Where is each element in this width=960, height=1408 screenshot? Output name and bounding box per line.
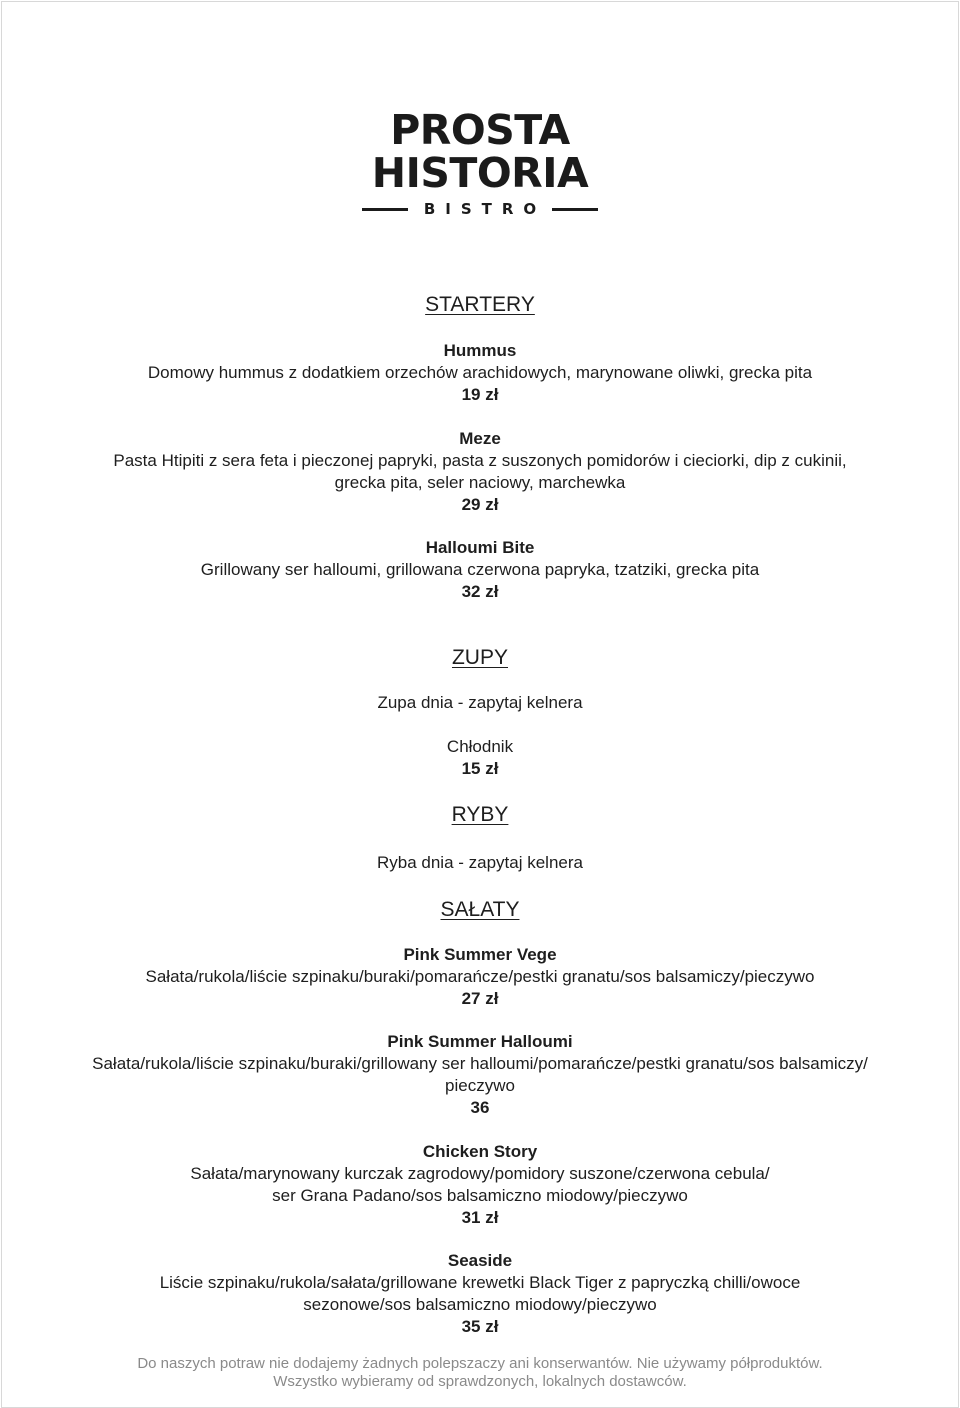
dish-price-pink-summer-vege: 27 zł (461, 989, 499, 1008)
dish-desc-seaside-line1: Liście szpinaku/rukola/sałata/grillowane krewetki Black Tiger z papryczką chilli/owoce (159, 1273, 801, 1292)
logo-line-prosta: PROSTA (390, 106, 570, 154)
dish-price-hummus: 19 zł (461, 385, 499, 404)
dish-name-meze: Meze (459, 429, 501, 448)
dish-desc-meze-line1: Pasta Htipiti z sera feta i pieczonej papryki, pasta z suszonych pomidorów i cieciorki, dip z cukinii, (113, 451, 847, 470)
section-heading-salaty: SAŁATY (440, 898, 520, 921)
dish-desc-chicken-story-line1: Sałata/marynowany kurczak zagrodowy/pomidory suszone/czerwona cebula/ (190, 1164, 770, 1183)
dish-desc-halloumi-bite: Grillowany ser halloumi, grillowana czerwona papryka, tzatziki, grecka pita (200, 560, 760, 579)
footer-note-line2: Wszystko wybieramy od sprawdzonych, lokalnych dostawców. (273, 1373, 687, 1390)
dish-name-seaside: Seaside (447, 1251, 513, 1270)
section-heading-zupy: ZUPY (451, 646, 508, 669)
dish-name-pink-summer-vege: Pink Summer Vege (403, 945, 557, 964)
dish-name-chlodnik: Chłodnik (446, 737, 514, 756)
dish-desc-chicken-story-line2: ser Grana Padano/sos balsamiczno miodowy/pieczywo (272, 1186, 688, 1205)
logo-rule-right (552, 208, 598, 211)
dish-price-chlodnik: 15 zł (461, 759, 499, 778)
logo-line-historia: HISTORIA (371, 149, 589, 197)
section-heading-ryby: RYBY (451, 803, 509, 826)
soup-of-the-day: Zupa dnia - zapytaj kelnera (377, 693, 583, 712)
dish-name-halloumi-bite: Halloumi Bite (425, 538, 535, 557)
dish-desc-pink-summer-halloumi-line2: pieczywo (445, 1076, 515, 1095)
bistro-logo (360, 108, 600, 218)
dish-desc-meze-line2: grecka pita, seler naciowy, marchewka (334, 473, 626, 492)
dish-name-pink-summer-halloumi: Pink Summer Halloumi (387, 1032, 573, 1051)
dish-name-chicken-story: Chicken Story (422, 1142, 538, 1161)
fish-of-the-day: Ryba dnia - zapytaj kelnera (376, 853, 583, 872)
dish-desc-hummus: Domowy hummus z dodatkiem orzechów arachidowych, marynowane oliwki, grecka pita (147, 363, 813, 382)
logo-sub-row (362, 199, 598, 219)
dish-desc-seaside-line2: sezonowe/sos balsamiczno miodowy/pieczywo (303, 1295, 657, 1314)
dish-price-pink-summer-halloumi: 36 (470, 1098, 490, 1117)
dish-desc-pink-summer-vege: Sałata/rukola/liście szpinaku/buraki/pomarańcze/pestki granatu/sos balsamiczy/pieczywo (145, 967, 815, 986)
dish-price-halloumi-bite: 32 zł (461, 582, 499, 601)
dish-price-meze: 29 zł (461, 495, 499, 514)
logo-line-bistro: BISTRO (423, 200, 547, 218)
section-heading-startery: STARTERY (425, 293, 535, 316)
dish-price-seaside: 35 zł (461, 1317, 499, 1336)
dish-desc-pink-summer-halloumi-line1: Sałata/rukola/liście szpinaku/buraki/grillowany ser halloumi/pomarańcze/pestki granatu/sos balsamiczy/ (92, 1054, 868, 1073)
dish-name-hummus: Hummus (443, 341, 517, 360)
footer-note-line1: Do naszych potraw nie dodajemy żadnych polepszaczy ani konserwantów. Nie używamy półproduktów. (137, 1355, 823, 1372)
dish-price-chicken-story: 31 zł (461, 1208, 499, 1227)
